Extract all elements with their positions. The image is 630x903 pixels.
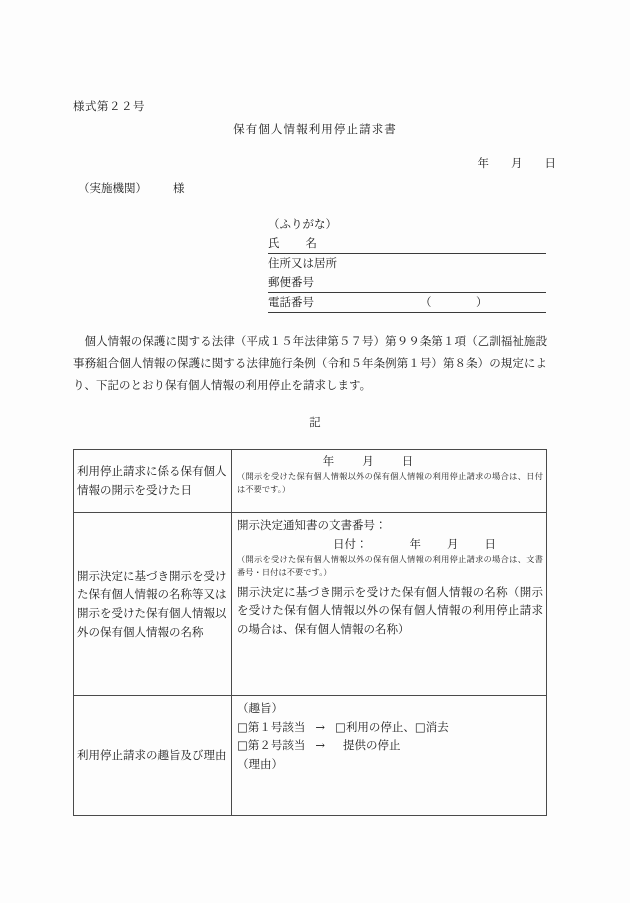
row2-date-year: 年 [409, 536, 421, 551]
table-row-disclosure-date [74, 450, 547, 513]
agency-honorific: 様 [173, 181, 185, 195]
row3-label-cell [74, 696, 232, 816]
applicant-block [268, 215, 546, 313]
arrow-right-icon-2: → [315, 738, 326, 753]
phone-paren-open: （ [420, 295, 432, 309]
option1-sub1-label: 利用の停止、 [345, 719, 415, 734]
row1-date-day: 日 [401, 454, 414, 468]
option1-checkbox[interactable]: □ [237, 719, 248, 734]
address-label: 住所又は居所 [268, 256, 337, 270]
row1-date-month: 月 [362, 454, 374, 468]
table-row-purpose-reason [74, 696, 547, 816]
submission-date-month: 月 [511, 156, 523, 170]
row2-body-text: 開示決定に基づき開示を受けた保有個人情報の名称（開示を受けた保有個人情報以外の保有個人情報の利用停止請求の場合は、保有個人情報の名称） [237, 584, 543, 636]
agency-label: （実施機関） [78, 181, 147, 195]
row2-label-cell [74, 513, 232, 696]
row2-value-cell[interactable] [232, 513, 547, 696]
form-number: 様式第２２号 [73, 99, 145, 113]
legal-basis-paragraph: 個人情報の保護に関する法律（平成１５年法律第５７号）第９９条第１項（乙訓福祉施設事務組合個人情報の保護に関する法律施行条例（令和５年条例第１号）第８条）の規定により、下記のとおり保有個人情報の利用停止を請求します。 [73, 334, 547, 393]
row3-reason-heading: （理由） [237, 756, 283, 771]
document-title: 保有個人情報利用停止請求書 [233, 122, 397, 136]
row3-purpose-heading: （趣旨） [237, 701, 283, 715]
row2-date-line[interactable] [237, 535, 543, 554]
row1-label-cell [74, 450, 232, 513]
row2-date-month: 月 [447, 536, 459, 551]
request-details-table [73, 449, 547, 816]
row3-option1-line[interactable] [237, 718, 543, 737]
row1-date-year: 年 [322, 454, 335, 468]
row1-date-line[interactable] [237, 453, 543, 470]
option1-label: 第１号該当 [247, 719, 306, 734]
table-row-information-name [74, 513, 547, 696]
arrow-right-icon: → [315, 719, 326, 734]
name-label: 氏 名 [268, 236, 317, 250]
row2-label: 開示決定に基づき開示を受けた保有個人情報の名称等又は開示を受けた保有個人情報以外の保有個人情報の名称 [77, 568, 227, 639]
postal-code-label: 郵便番号 [268, 275, 314, 289]
row1-value-cell[interactable] [232, 450, 547, 513]
option1-sub2-checkbox[interactable]: □ [414, 719, 426, 734]
applicant-postal-row[interactable] [268, 273, 546, 293]
row2-date-day: 日 [484, 536, 496, 551]
row2-date-label: 日付： [333, 536, 368, 551]
row3-value-cell[interactable] [232, 696, 547, 816]
option2-sub-label: 提供の停止 [343, 738, 401, 753]
ki-marker: 記 [309, 415, 321, 429]
row2-document-number-label[interactable]: 開示決定通知書の文書番号： [237, 518, 387, 532]
applicant-phone-row[interactable] [268, 293, 546, 313]
row2-note: （開示を受けた保有個人情報以外の保有個人情報の利用停止請求の場合は、文書番号・日付は不要です。） [237, 554, 543, 578]
option1-sub1-checkbox[interactable]: □ [335, 719, 346, 734]
applicant-name-row[interactable] [268, 234, 546, 254]
option2-label: 第２号該当 [247, 738, 306, 753]
row3-option2-line[interactable] [237, 736, 543, 755]
furigana-label: （ふりがな） [268, 217, 337, 231]
applicant-furigana-row [268, 215, 546, 234]
applicant-address-row[interactable] [268, 254, 546, 273]
submission-date-day: 日 [544, 156, 556, 170]
agency-line [78, 178, 185, 198]
row3-label: 利用停止請求の趣旨及び理由 [77, 748, 227, 763]
submission-date-line [478, 153, 557, 173]
row1-label: 利用停止請求に係る保有個人情報の開示を受けた日 [77, 464, 227, 497]
phone-paren-close: ） [476, 295, 488, 309]
submission-date-year: 年 [477, 156, 489, 170]
phone-label: 電話番号 [268, 295, 314, 309]
option2-checkbox[interactable]: □ [237, 738, 248, 753]
row1-note: （開示を受けた保有個人情報以外の保有個人情報の利用停止請求の場合は、日付は不要です。） [237, 471, 543, 495]
option1-sub2-label: 消去 [425, 719, 449, 734]
